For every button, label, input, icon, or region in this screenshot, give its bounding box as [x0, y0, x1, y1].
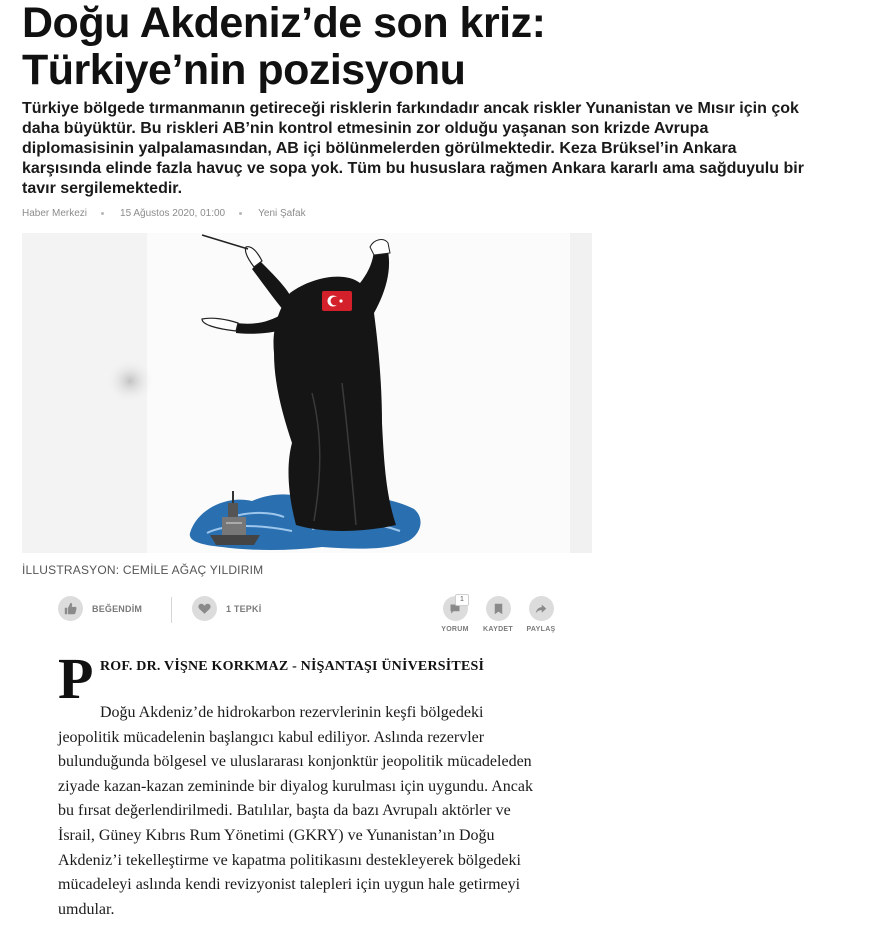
meta-publisher[interactable]: Yeni Şafak [258, 208, 306, 219]
conductor-illustration [22, 233, 592, 553]
article-meta [22, 208, 306, 219]
blurred-shadow [104, 357, 156, 405]
article-summary: Türkiye bölgede tırmanmanın getireceği risklerin farkındadır ancak riskler Yunanistan ve Mısır için çok daha büyüktür. Bu riskleri AB’nin kontrol etmesinin zor olduğu yaşanan son krizde Avrupa diplomasisinin yalpalamasından, AB içi bölünmelerden görülmektedir. Keza Brüksel’in Ankara karşısında elinde fazla havuç ve sopa yok. Tüm bu hususlara rağmen Ankara kararlı ama sağduyulu bir tavır sergilemektedir. [22, 100, 804, 197]
meta-separator [101, 212, 104, 215]
comment-count-badge: 1 [455, 594, 469, 606]
thumbs-up-icon [58, 596, 83, 621]
meta-source[interactable]: Haber Merkezi [22, 208, 88, 219]
image-caption: İLLUSTRASYON: CEMİLE AĞAÇ YILDIRIM [22, 563, 264, 577]
title-line-2: Türkiye’nin pozisyonu [22, 46, 466, 94]
article-title [22, 0, 862, 94]
reaction-divider [171, 597, 172, 623]
meta-date: 15 Ağustos 2020, 01:00 [120, 208, 226, 219]
title-line-1: Doğu Akdeniz’de son kriz: [22, 0, 546, 47]
comment-button[interactable] [435, 596, 475, 633]
author-dropcap: P [58, 646, 94, 711]
reactions-label: 1 TEPKİ [226, 603, 262, 614]
comment-label: YORUM [441, 626, 469, 633]
illustration-right-panel [570, 233, 592, 553]
save-button[interactable] [478, 596, 518, 633]
article-body-paragraph: Doğu Akdeniz’de hidrokarbon rezervlerinin keşfi bölgedeki jeopolitik mücadelenin başlangıcı kabul ediliyor. Aslında rezervler bulunduğunda bölgesel ve uluslararası konjonktür jeopolitik mücadeleden ziyade kazan-kazan zemininde bir diyalog kurulması için uygundu. Ancak bu fırsat değerlendirilmedi. Batılılar, başta da bazı Avrupalı aktörler ve İsrail, Güney Kıbrıs Rum Yönetimi (GKRY) ve Yunanistan’ın Doğu Akdeniz’i tekelleştirme ve kapatma politikasını destekleyerek bölgedeki mücadeleyi aslında kendi revizyonist talepleri için uygun hale getirmeyi umdular. [58, 704, 533, 918]
bookmark-icon [486, 596, 511, 621]
reaction-bar [58, 594, 558, 638]
share-arrow-icon [529, 596, 554, 621]
turkish-flag-patch [322, 291, 352, 311]
like-button[interactable] [58, 596, 142, 621]
heart-icon [192, 596, 217, 621]
article-illustration [22, 233, 592, 553]
like-label: BEĞENDİM [92, 603, 143, 614]
reactions-button[interactable] [192, 596, 261, 621]
meta-separator [239, 212, 242, 215]
author-byline[interactable]: ROF. DR. VİŞNE KORKMAZ - NİŞANTAŞI ÜNİVERSİTESİ [100, 659, 485, 674]
share-label: PAYLAŞ [526, 626, 556, 633]
save-label: KAYDET [483, 626, 513, 633]
share-button[interactable] [521, 596, 561, 633]
